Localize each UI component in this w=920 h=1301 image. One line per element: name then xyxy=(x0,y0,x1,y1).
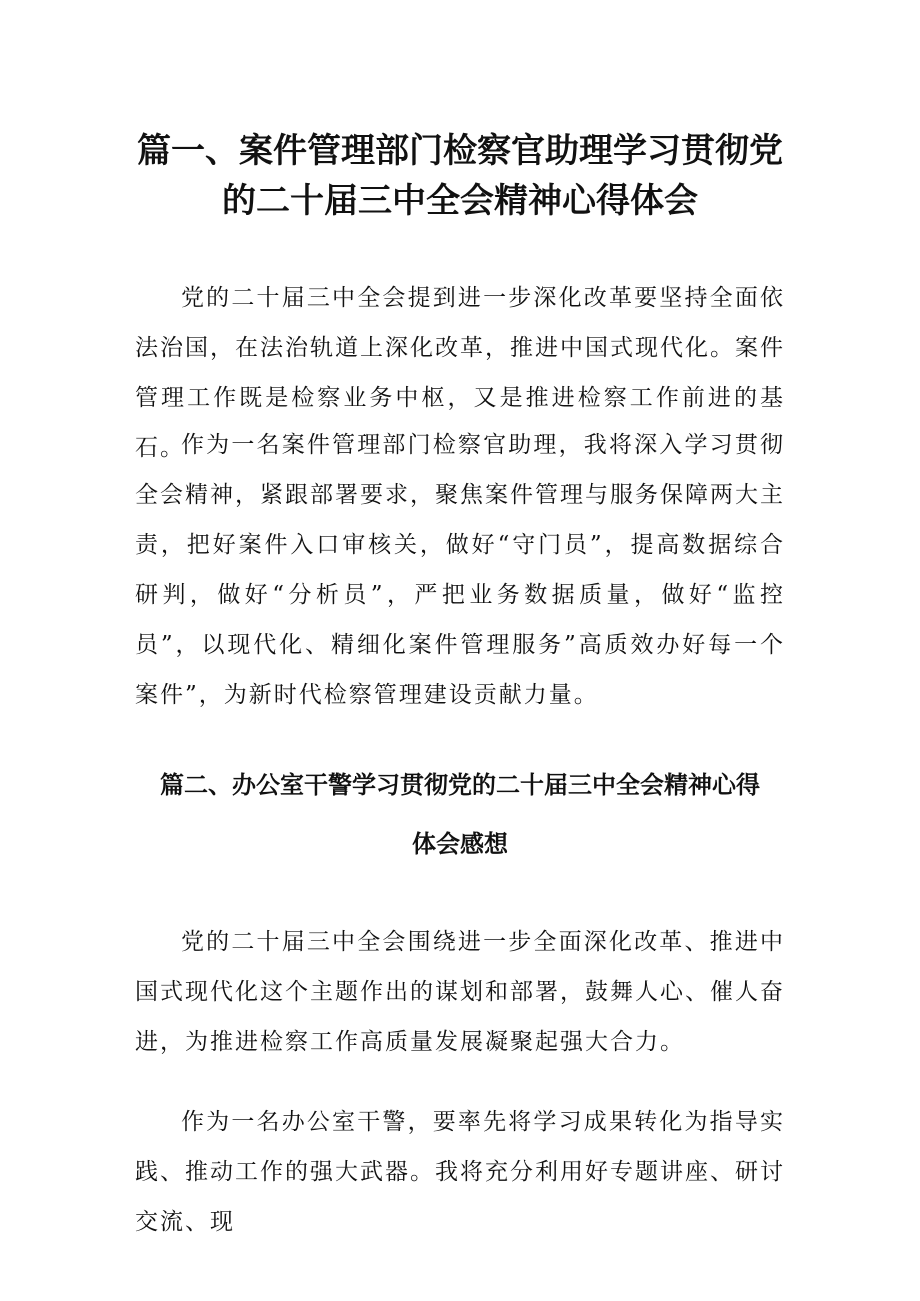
section-two-paragraph-1: 党的二十届三中全会围绕进一步全面深化改革、推进中国式现代化这个主题作出的谋划和部署，鼓舞人心、催人奋进，为推进检察工作高质量发展凝聚起强大合力。 xyxy=(135,929,785,1055)
section-two-paragraph-2: 作为一名办公室干警，要率先将学习成果转化为指导实践、推动工作的强大武器。我将充分利用好专题讲座、研讨交流、现 xyxy=(135,1109,785,1235)
section-one-title-line-1: 篇一、案件管理部门检察官助理学习贯彻党 xyxy=(137,131,783,171)
section-one-title-line-2: 的二十届三中全会精神心得体会 xyxy=(222,181,698,221)
section-one-title xyxy=(120,126,800,226)
section-one-paragraph-1: 党的二十届三中全会提到进一步深化改革要坚持全面依法治国，在法治轨道上深化改革，推进中国式现代化。案件管理工作既是检察业务中枢，又是推进检察工作前进的基石。 xyxy=(135,285,785,461)
section-two-title-line-2: 体会感想 xyxy=(412,830,508,858)
section-two-title-line-1: 篇二、办公室干警学习贯彻党的二十届三中全会精神心得 xyxy=(160,771,760,799)
section-one-paragraph-2: 作为一名案件管理部门检察官助理，我将深入学习贯彻全会精神，紧跟部署要求，聚焦案件管理与服务保障两大主责，把好案件入口审核关，做好“守门员”，提高数据综合研判，做好“分析员”，严把业务数据质量，做好“监控员”，以现代化、精细化案件管理服务”高质效办好每一个案件”，为新时代检察管理建设贡献力量。 xyxy=(135,432,785,708)
